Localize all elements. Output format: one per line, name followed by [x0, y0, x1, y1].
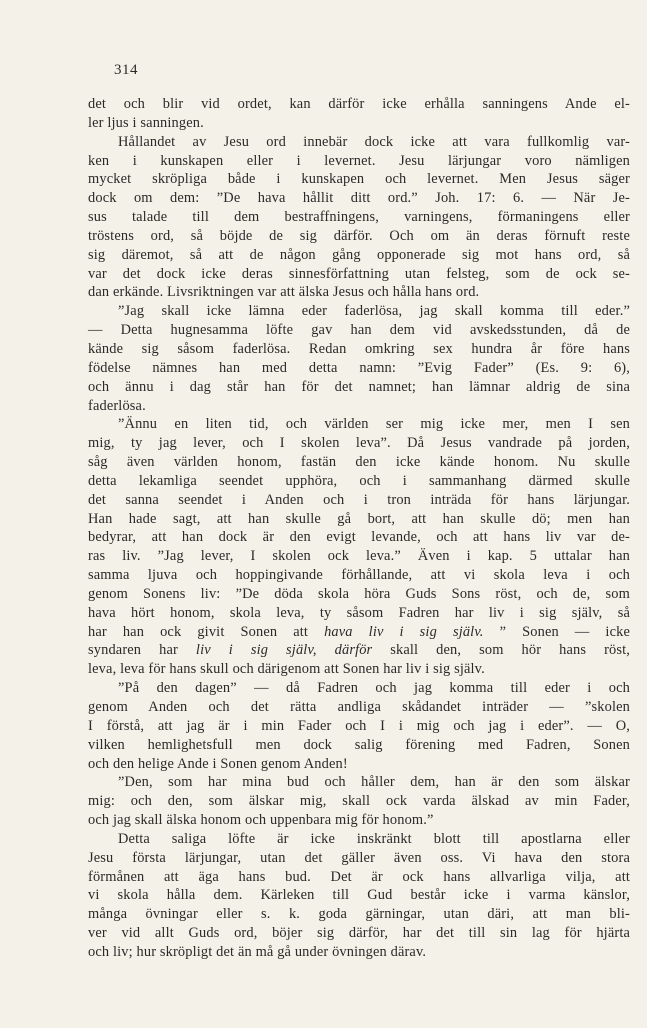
text-line: ver vid allt Guds ord, böjer sig därför, har det till sin lag för hjärta [88, 925, 630, 942]
italic-text: liv i sig själv, därför [195, 642, 373, 659]
text-line: vi skola hålla dem. Kärleken till Gud består icke i varma känslor, [88, 887, 630, 904]
paragraph [88, 133, 630, 303]
text-line: genom Anden och det rätta andliga skådandet inträder — ”skolen [88, 699, 630, 715]
text-line: det och blir vid ordet, kan därför icke erhålla sanningens Ande el- [88, 96, 630, 112]
text-line: bedyrar, att han dock är den evigt levande, och att hans liv var de- [88, 529, 630, 546]
text-line: mig, ty jag lever, och I skolen leva”. Då Jesus vandrade på jorden, [88, 435, 630, 452]
text-line: ken i kunskapen eller i levernet. Jesu lärjungar voro nämligen [88, 152, 630, 169]
paragraph [88, 773, 630, 830]
text-line: mig: och den, som älskar mig, skall ock varda älskad av min Fader, [88, 793, 630, 810]
text-line: ler ljus i sanningen. [88, 114, 204, 131]
text-line: ”Ännu en liten tid, och världen ser mig icke mer, men I sen [118, 416, 630, 433]
text-line: samma ljuva och hoppingivande förhållande, att vi skola leva i och [88, 567, 630, 584]
text-line: och ännu i dag står han för det namnet; han lämnar aldrig de sina [88, 378, 630, 395]
text-line: sus talade till dem bestraffningens, varningens, förmaningens eller [88, 209, 630, 226]
italic-text: hava liv i sig själv. [324, 623, 484, 640]
text-line: faderlösa. [88, 397, 146, 414]
text-line: och jag skall älska honom och uppenbara mig för honom.” [88, 812, 434, 829]
text-line: ras liv. ”Jag lever, I skolen ock leva.” Även i kap. 5 uttalar han [88, 548, 630, 565]
text-line: dock om dem: ”De hava hållit ditt ord.” Joh. 17: 6. — När Je- [88, 190, 630, 207]
paragraph [88, 302, 630, 415]
text-line: Hållandet av Jesu ord innebär dock icke att vara fullkomlig var- [118, 133, 630, 150]
text-line: såg även världen honom, fastän den icke kände honom. Nu skulle [88, 454, 630, 471]
paragraph [88, 95, 630, 133]
paragraph [88, 415, 630, 679]
text-line: Detta saliga löfte är icke inskränkt blott till apostlarna eller [118, 830, 630, 847]
paragraph [88, 830, 630, 962]
text-line: kände sig såsom faderlösa. Redan omkring sex hundra år före hans [88, 340, 630, 357]
text-line: — Detta hugnesamma löfte gav han dem vid avskedsstunden, då de [88, 322, 630, 339]
text-line: födelse nämnes han med detta namn: ”Evig Fader” (Es. 9: 6), [88, 359, 630, 376]
text-line: ”Jag skall icke lämna eder faderlösa, jag skall komma till eder.” [118, 303, 630, 320]
text-line: förmånen att äga hans bud. Det är ock hans allvarliga vilja, att [88, 868, 630, 885]
text-line: leva, leva för hans skull och därigenom att Sonen har liv i sig själv. [88, 661, 485, 678]
text-line: och den helige Ande i Sonen genom Anden! [88, 755, 348, 772]
text-line: dan erkände. Livsriktningen var att älska Jesus och hålla hans ord. [88, 284, 480, 301]
text-line: Han hade sagt, att han skulle gå bort, att han skulle dö; men han [88, 510, 630, 527]
text-line: hava hört honom, skola leva, ty såsom Fadren har liv i sig själv, så [88, 604, 630, 621]
text-line: det sanna seendet i Anden och i tron inträda för hans lärjungar. [88, 491, 630, 508]
text-line: har han ock givit Sonen att hava liv i sig själv. ” Sonen — icke [88, 623, 630, 640]
text-line: ”Den, som har mina bud och håller dem, han är den som älskar [118, 774, 630, 791]
paragraph [88, 679, 630, 773]
text-line: många övningar eller s. k. goda gärningar, utan däri, att man bli- [88, 906, 630, 923]
page-number: 314 [114, 62, 138, 78]
text-line: detta lekamliga seendet upphöra, och i sammanhang därmed skulle [88, 472, 630, 489]
text-line: ”På den dagen” — då Fadren och jag komma till eder i och [118, 680, 630, 697]
text-line: och liv; hur skröpligt det än må gå under övningen därav. [88, 943, 427, 960]
text-line: I förstå, att jag är i min Fader och I i mig och jag i eder”. — O, [88, 717, 630, 734]
text-line: sig däremot, så att de någon gång opponerade sig mot hans ord, så [88, 246, 630, 263]
text-line: genom Sonens liv: ”De döda skola höra Guds Sons röst, och de, som [88, 585, 630, 602]
text-line: Jesu första lärjungar, utan det gäller även oss. Vi hava den stora [88, 849, 630, 866]
text-line: syndaren har liv i sig själv, därför skall den, som hör hans röst, [88, 642, 631, 659]
text-line: mycket skröpliga både i kunskapen och levernet. Men Jesus säger [88, 171, 630, 188]
body-text [88, 95, 630, 962]
text-line: var det dock icke deras sinnesförfattning utan felsteg, som de ock se- [88, 265, 630, 282]
text-line: tröstens ord, så böjde de sig därför. Och om än deras förnuft reste [88, 227, 630, 244]
text-line: vilken hemlighetsfull men dock salig förening med Fadren, Sonen [88, 736, 630, 753]
